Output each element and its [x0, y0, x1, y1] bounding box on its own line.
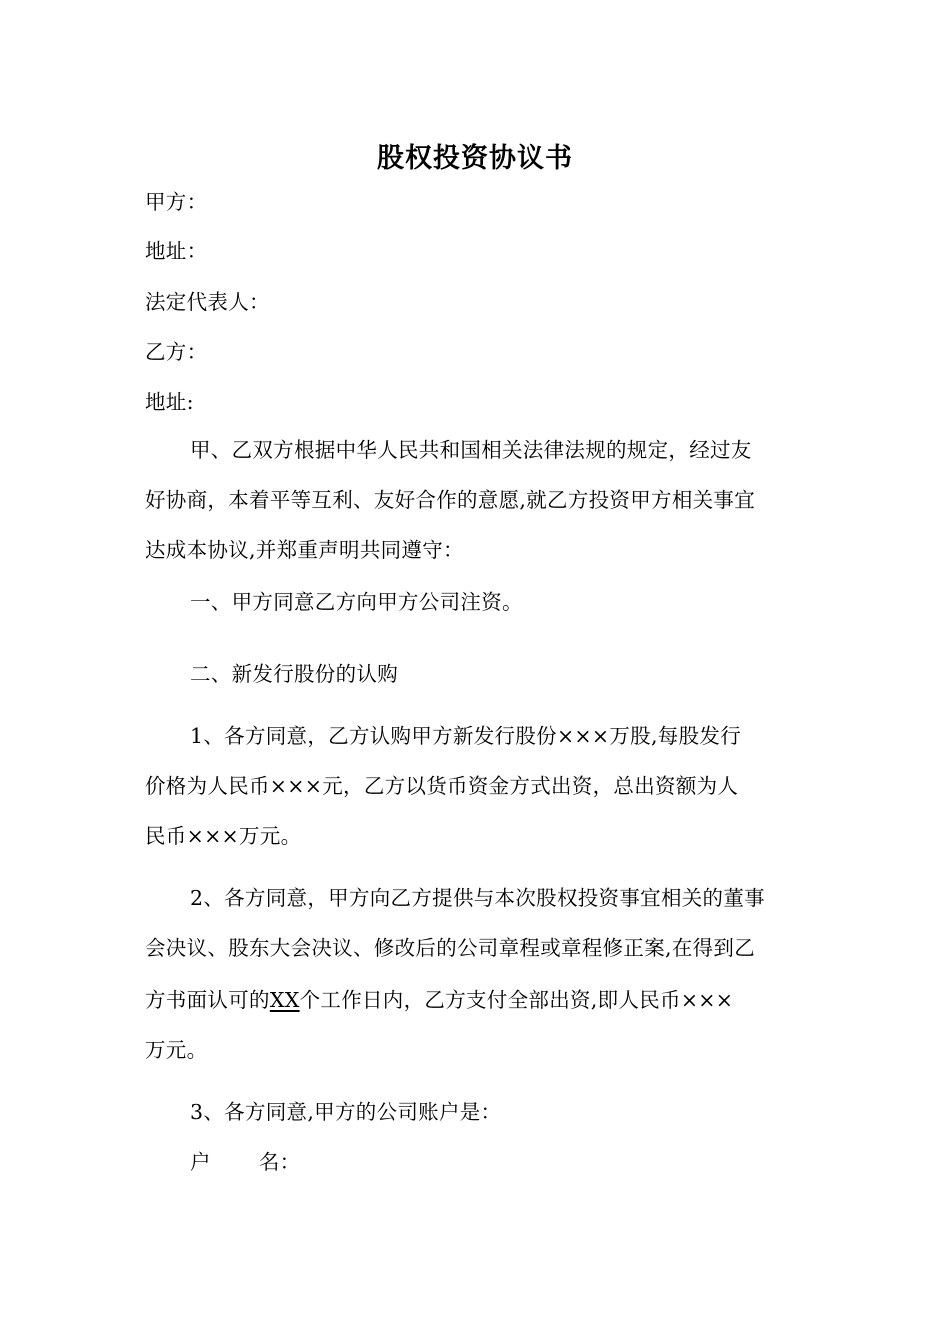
party-b-field: 乙方： — [145, 340, 208, 364]
intro-line-3: 达成本协议,并郑重声明共同遵守： — [145, 538, 464, 562]
business-days-placeholder: XX — [269, 988, 300, 1012]
account-name-field — [190, 1149, 300, 1175]
item-2-line-3 — [145, 987, 733, 1013]
item-1-line-1: 1、各方同意，乙方认购甲方新发行股份×××万股,每股发行 — [190, 724, 741, 748]
account-name-label-char-1: 户 — [190, 1150, 211, 1174]
clause-1: 一、甲方同意乙方向甲方公司注资。 — [190, 590, 523, 614]
party-a-field: 甲方： — [145, 190, 208, 214]
intro-line-1: 甲、乙双方根据中华人民共和国相关法律法规的规定，经过友 — [190, 438, 752, 462]
item-2-line-4: 万元。 — [145, 1038, 208, 1062]
account-name-label-char-2: 名： — [258, 1150, 301, 1174]
item-2-line-3-suffix: 个工作日内，乙方支付全部出资,即人民币××× — [299, 988, 734, 1012]
item-2-line-1: 2、各方同意，甲方向乙方提供与本次股权投资事宜相关的董事 — [190, 886, 765, 910]
document-title: 股权投资协议书 — [377, 143, 573, 174]
item-2-line-3-prefix: 方书面认可的 — [145, 988, 270, 1012]
item-2-line-2: 会决议、股东大会决议、修改后的公司章程或章程修正案,在得到乙 — [145, 936, 756, 960]
item-1-line-3: 民币×××万元。 — [145, 824, 302, 848]
party-a-address-field: 地址： — [145, 239, 208, 263]
party-b-address-field: 地址: — [145, 390, 194, 414]
legal-representative-field: 法定代表人： — [145, 290, 270, 314]
clause-2-heading: 二、新发行股份的认购 — [190, 662, 398, 686]
item-1-line-2: 价格为人民币×××元，乙方以货币资金方式出资，总出资额为人 — [145, 774, 739, 798]
item-3: 3、各方同意,甲方的公司账户是： — [190, 1100, 502, 1124]
intro-line-2: 好协商，本着平等互利、友好合作的意愿,就乙方投资甲方相关事宜 — [145, 488, 756, 512]
